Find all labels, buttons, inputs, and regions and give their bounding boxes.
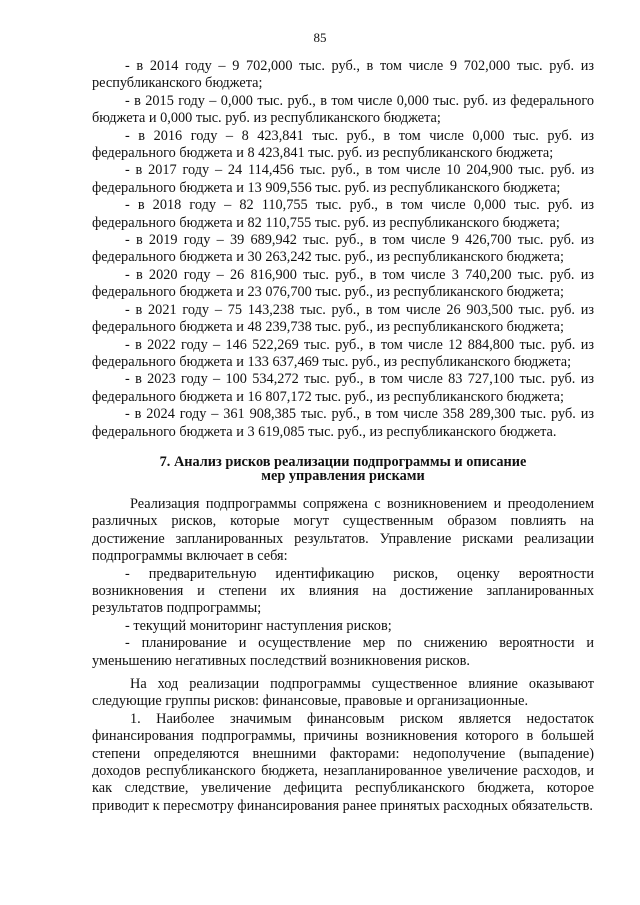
risk-intro-paragraph: Реализация подпрограммы сопряжена с возникновением и преодолением различных рисков, которые могут существенным образом повлиять на достижение запланированных результатов. Управление рисками реализации подпрограммы включает в себя: [92, 495, 594, 565]
risk-item-identification: - предварительную идентификацию рисков, оценку вероятности возникновения и степени их влияния на достижение запланированных результатов подпрограммы; [92, 565, 594, 617]
financial-risk-paragraph: 1. Наиболее значимым финансовым риском является недостаток финансирования подпрограммы, причины возникновения которого в большей степени определяются внешними факторами: недополучение (выпадение) доходов республиканского бюджета, незапланированное увеличение расходов, и как следствие, увеличение дефицита республиканского бюджета, которое приводит к пересмотру финансирования ранее принятых расходных обязательств. [92, 710, 594, 814]
financing-2020: - в 2020 году – 26 816,900 тыс. руб., в том числе 3 740,200 тыс. руб. из федерального бюджета и 23 076,700 тыс. руб., из республиканского бюджета; [92, 266, 594, 301]
financing-2019: - в 2019 году – 39 689,942 тыс. руб., в том числе 9 426,700 тыс. руб. из федерального бюджета и 30 263,242 тыс. руб., из республиканского бюджета; [92, 232, 594, 266]
page-body [92, 58, 594, 815]
risk-groups-paragraph: На ход реализации подпрограммы существенное влияние оказывают следующие группы рисков: финансовые, правовые и организационные. [92, 676, 594, 710]
section-heading [92, 455, 594, 484]
financing-2015: - в 2015 году – 0,000 тыс. руб., в том числе 0,000 тыс. руб. из федерального бюджета и 0,000 тыс. руб. из республиканского бюджета; [92, 92, 594, 127]
risk-item-planning: - планирование и осуществление мер по снижению вероятности и уменьшению негативных последствий возникновения рисков. [92, 635, 594, 669]
financing-2024: - в 2024 году – 361 908,385 тыс. руб., в том числе 358 289,300 тыс. руб. из федерального бюджета и 3 619,085 тыс. руб., из республиканского бюджета. [92, 406, 594, 440]
financing-2016: - в 2016 году – 8 423,841 тыс. руб., в том числе 0,000 тыс. руб. из федерального бюджета и 8 423,841 тыс. руб. из республиканского бюджета; [92, 127, 594, 162]
page-number: 85 [313, 30, 327, 45]
section-heading-line1: 7. Анализ рисков реализации подпрограммы и описание [159, 453, 527, 470]
financing-2022: - в 2022 году – 146 522,269 тыс. руб., в том числе 12 884,800 тыс. руб. из федерального бюджета и 133 637,469 тыс. руб., из республиканского бюджета; [92, 336, 594, 370]
section-heading-line2: мер управления рисками [261, 468, 425, 485]
financing-2014: - в 2014 году – 9 702,000 тыс. руб., в том числе 9 702,000 тыс. руб. из республиканского бюджета; [92, 58, 594, 92]
risk-item-monitoring: - текущий мониторинг наступления рисков; [125, 617, 392, 634]
financing-2021: - в 2021 году – 75 143,238 тыс. руб., в том числе 26 903,500 тыс. руб. из федерального бюджета и 48 239,738 тыс. руб., из республиканского бюджета; [92, 301, 594, 336]
financing-2023: - в 2023 году – 100 534,272 тыс. руб., в том числе 83 727,100 тыс. руб. из федерального бюджета и 16 807,172 тыс. руб., из республиканского бюджета; [92, 371, 594, 405]
financing-2018: - в 2018 году – 82 110,755 тыс. руб., в том числе 0,000 тыс. руб. из федерального бюджета и 82 110,755 тыс. руб. из республиканского бюджета; [92, 197, 594, 231]
financing-2017: - в 2017 году – 24 114,456 тыс. руб., в том числе 10 204,900 тыс. руб. из федерального бюджета и 13 909,556 тыс. руб. из республиканского бюджета; [92, 162, 594, 196]
